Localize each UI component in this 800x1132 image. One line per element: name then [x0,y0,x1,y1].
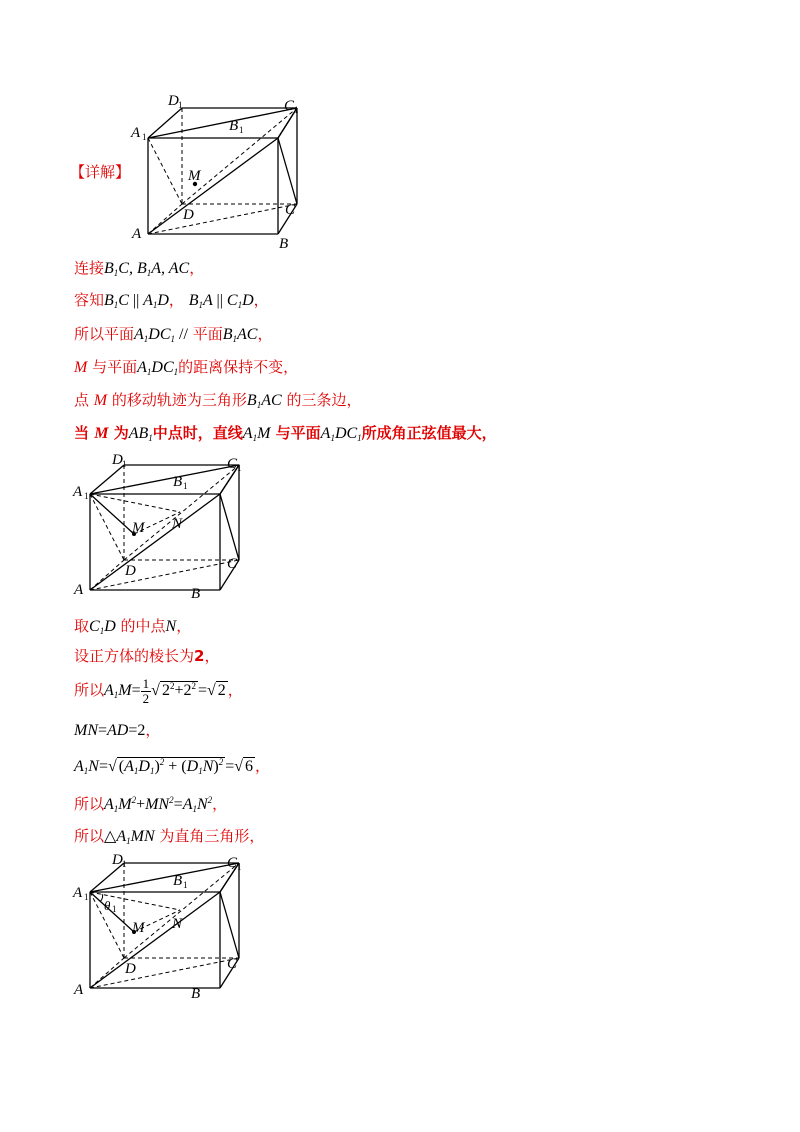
svg-text:1: 1 [84,491,89,501]
svg-text:D: D [125,961,136,977]
cube-figure-1 [130,92,310,252]
svg-text:B: B [173,474,183,490]
svg-text:1: 1 [237,463,242,473]
cube-figure-3 [72,850,252,1005]
line-2: 容知$B_1C$ || $A_1D$， $B_1A$ || $C_1D$， [74,291,269,310]
svg-text:A: A [73,885,83,901]
svg-text:D: D [112,452,123,468]
svg-text:C: C [227,556,238,572]
svg-text:A: A [132,226,142,242]
svg-text:D: D [183,207,194,223]
svg-text:1: 1 [84,892,89,902]
svg-text:C: C [227,956,238,972]
line-12: 所以$A_1M^2+MN^2=A_1N^2$， [74,795,228,814]
line-11: $A_1N=√$ $(A_1D_1)^2 + (D_1N)^2$ =√ 6 ， [74,757,271,776]
svg-text:C: C [227,855,238,871]
svg-text:A: A [74,582,84,598]
svg-text:1: 1 [294,105,299,115]
svg-text:1: 1 [122,459,127,469]
line-8: 设正方体的棱长为2， [74,647,220,665]
svg-text:D: D [112,852,123,868]
svg-text:A: A [74,982,84,998]
svg-text:N: N [172,916,183,932]
svg-text:1: 1 [112,904,117,914]
section-label: 【详解】 [70,163,131,181]
line-13: 所以$\triangle A_1MN$ 为直角三角形， [74,827,265,846]
svg-text:C: C [227,456,238,472]
cube-figure-2 [72,450,252,605]
svg-text:M: M [188,168,201,184]
svg-text:1: 1 [178,100,183,110]
svg-text:1: 1 [237,862,242,872]
svg-text:B: B [173,873,183,889]
svg-text:N: N [172,516,183,532]
line-10: MN=AD=2， [74,721,161,739]
svg-text:D: D [168,93,179,109]
svg-text:M: M [132,520,145,536]
line-6: 当 M 为$AB_1$中点时，直线$A_1M$ 与平面$A_1DC_1$所成角正弦值最大， [74,424,497,443]
line-5: 点 M 的移动轨迹为三角形$B_1AC$ 的三条边， [74,391,362,410]
svg-text:C: C [284,98,295,114]
svg-text:B: B [279,236,289,252]
svg-text:1: 1 [142,132,147,142]
svg-text:1: 1 [239,125,244,135]
line-4: M 与平面$A_1DC_1$的距离保持不变， [74,358,299,377]
line-7: 取$C_1D$ 的中点N， [74,617,192,636]
svg-text:M: M [132,920,145,936]
line-9: 所以$A_1M=$ $\frac{1}{2}$ √ $2^2+2^2$ =√ 2 ， [74,675,243,706]
svg-text:1: 1 [122,859,127,869]
svg-text:D: D [125,563,136,579]
svg-text:B: B [191,986,201,1002]
svg-text:B: B [191,586,201,602]
svg-text:1: 1 [183,880,188,890]
svg-text:A: A [73,484,83,500]
svg-text:C: C [285,202,296,218]
line-1: 连接$B_1C$, $B_1A$, AC， [74,259,205,278]
svg-text:B: B [229,118,239,134]
svg-text:1: 1 [183,481,188,491]
svg-text:A: A [131,125,141,141]
svg-text:θ: θ [104,898,111,913]
line-3: 所以平面$A_1DC_1$ // 平面$B_1AC$， [74,325,273,344]
